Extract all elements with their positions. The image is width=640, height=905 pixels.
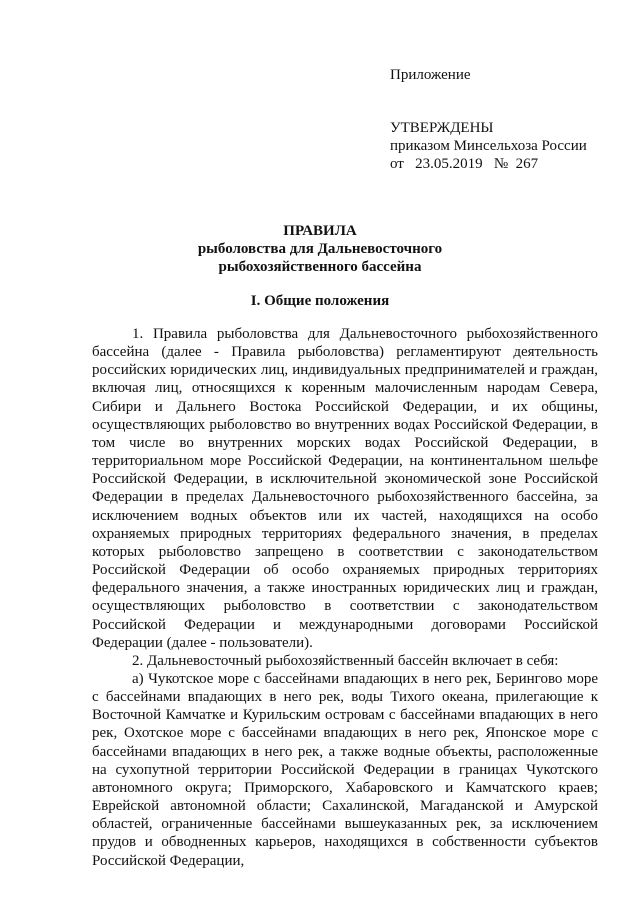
- order-date: 23.05.2019: [415, 156, 483, 172]
- document-body: [92, 325, 598, 870]
- document-title: [0, 222, 640, 276]
- paragraph-2a: а) Чукотское море с бассейнами впадающих в него рек, Берингово море с бассейнами впадающих в него рек, воды Тихого океана, прилегающие к Восточной Камчатке и Курильским островам с бассейнами впадающих в него рек, Охотское море с бассейнами впадающих в него рек, Японское море с бассейнами впадающих в него рек, а также водные объекты, расположенные на сухопутной территории Российской Федерации в границах Чукотского автономного округа; Приморского, Хабаровского и Камчатского краев; Еврейской автономной области; Сахалинской, Магаданской и Амурской областей, ограниченные бассейнами вышеуказанных рек, за исключением прудов и обводненных карьеров, находящихся в собственности субъектов Российской Федерации,: [92, 670, 598, 869]
- order-date-line: [390, 155, 587, 173]
- title-line-2: рыболовства для Дальневосточного: [197, 241, 443, 257]
- approved-label: УТВЕРЖДЕНЫ: [390, 120, 494, 136]
- title-line-3: рыбохозяйственного бассейна: [218, 259, 422, 275]
- order-line: приказом Минсельхоза России: [390, 138, 587, 154]
- paragraph-2: 2. Дальневосточный рыбохозяйственный бассейн включает в себя:: [132, 652, 559, 669]
- title-line-1: ПРАВИЛА: [283, 223, 357, 239]
- section-heading: I. Общие положения: [250, 293, 390, 309]
- order-from: от: [390, 156, 404, 172]
- appendix-label: Приложение: [390, 67, 471, 83]
- paragraph-1: 1. Правила рыболовства для Дальневосточного рыбохозяйственного бассейна (далее - Правила рыболовства) регламентируют деятельность российских юридических лиц, индивидуальных предпринимателей и граждан, включая лиц, относящихся к коренным малочисленным народам Севера, Сибири и Дальнего Востока Российской Федерации, и их общины, осуществляющих рыболовство во внутренних водах Российской Федерации, в том числе во внутренних морских водах Российской Федерации, в территориальном море Российской Федерации, на континентальном шельфе Российской Федерации, в исключительной экономической зоне Российской Федерации в пределах Дальневосточного рыбохозяйственного бассейна, за исключением водных объектов или их частей, находящихся на особо охраняемых природных территориях федерального значения, в пределах которых рыболовство запрещено в соответствии с законодательством Российской Федерации об особо охраняемых природных территориях федерального значения, а также иностранных юридических лиц и граждан, осуществляющих рыболовство в соответствии с законодательством Российской Федерации и международными договорами Российской Федерации (далее - пользователи).: [92, 326, 598, 651]
- approval-block: [390, 119, 587, 173]
- order-number-sign: №: [493, 156, 509, 172]
- order-number: 267: [515, 156, 539, 172]
